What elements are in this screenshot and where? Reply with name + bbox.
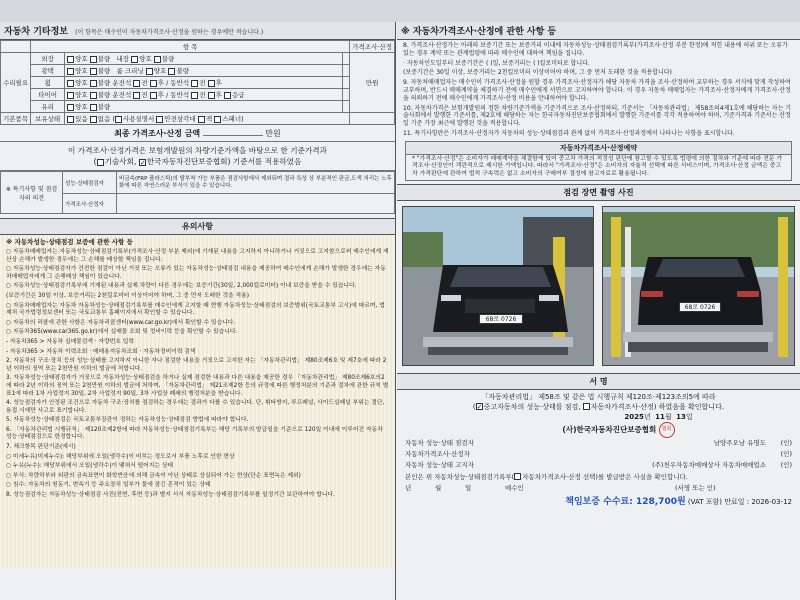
option-label: 불량 bbox=[97, 91, 111, 99]
blank-cell bbox=[342, 89, 350, 101]
buyer-sign: (서명 또는 인) bbox=[675, 483, 716, 492]
photo-title: 점검 장면 촬영 사진 bbox=[397, 184, 800, 201]
blank-cell bbox=[342, 101, 350, 113]
repair-group-label: 수리필요 bbox=[1, 53, 31, 113]
appraisal-note-item: 11. 특기사항란은 가격조사·산정자가 자동차의 성능·상태점검과 관계 없이 가격조사·산정과정에서 나타나는 사항을 표시합니다. bbox=[403, 129, 735, 137]
caution-item: ○ 자동차의 리콜에 관한 사항은 자동차리콜센터(www.car.go.kr)에서 확인할 수 있습니다. bbox=[6, 319, 236, 326]
caution-item: ○ 자동차매매업자는 자동차성능·상태점검기록부(가격조사·산정 부분 제외)에 기재된 내용을 고지하지 아니하거나 거짓으로 고지함으로써 매수인에게 재산상 손해가 발생한 경우에는 그 손해를 배상할 책임을 집니다. bbox=[6, 249, 389, 263]
checkbox[interactable] bbox=[67, 80, 74, 87]
row-options: 양호 불량 운전석 전 후 / 동반석 전 후 bbox=[65, 77, 343, 89]
signature-role: 자동차 성능·상태 점검자 bbox=[405, 438, 474, 447]
checkbox[interactable] bbox=[90, 92, 97, 99]
caution-item: ○ 자동차365(www.car365.go.kr)에서 실매물 조회 및 정비이력 등을 확인할 수 있습니다. bbox=[6, 329, 238, 336]
caution-header: ※ 자동차성능·상태점검 보증에 관한 사항 등 bbox=[6, 238, 133, 246]
row-label: 외장 bbox=[31, 53, 65, 65]
signature-mark[interactable]: (인) bbox=[780, 449, 792, 458]
caution-item: 3. 자동차성능·상태점검자가 거짓으로 자동차성능·상태점검을 하거나 실제 점검한 내용과 다른 내용을 제공한 경우 「자동차관리법」 제80조제6호의2에 따라 2년 이하의 징역 또는 2천만원 이하의 벌금에 처하며, 「자동차관리법」 제21조제2항 등의 규정에 따른 행정처분의 기준과 절차에 관한 규칙 별표1에 따라 1차 사업정지 30일, 2차 사업정지 90일, 3차 사업장 폐쇄의 행정처분을 받습니다. bbox=[6, 375, 389, 397]
signature-role: 자동차가격조사·산정자 bbox=[405, 449, 470, 458]
option-label: 불량 bbox=[97, 67, 111, 75]
final-price-row bbox=[0, 125, 395, 142]
checkbox-appraisal[interactable] bbox=[583, 403, 590, 410]
appraisal-reference-box bbox=[405, 141, 792, 181]
right-column bbox=[397, 22, 800, 600]
checkbox[interactable] bbox=[156, 116, 163, 123]
checkbox-receipt[interactable] bbox=[514, 473, 521, 480]
photo-area bbox=[397, 201, 800, 371]
caution-item: - 자동차365 > 자동차 실매물검색 · 자량번호 입력 bbox=[6, 338, 134, 345]
option-label: 운전석 bbox=[112, 91, 132, 99]
checkbox-inspection[interactable] bbox=[476, 403, 483, 410]
receipt-line-1: 본인은 위 자동차성능·상태점검기록부( bbox=[405, 472, 515, 481]
signature-line-2: (✓ 중고자동차의 성능·상태를 점검, 자동차가격조사·산정) 하였음을 확인합니다. bbox=[397, 402, 800, 412]
option-label: 불량 bbox=[97, 55, 111, 63]
price-appraisal-notes bbox=[397, 40, 800, 139]
rear-car-image bbox=[603, 207, 795, 366]
sign-month: 11 bbox=[655, 412, 665, 421]
appraiser-note[interactable] bbox=[117, 194, 395, 214]
option-label: 후 bbox=[157, 79, 164, 87]
checkbox[interactable] bbox=[191, 80, 198, 87]
option-label: 양호 bbox=[153, 67, 167, 75]
checkbox[interactable] bbox=[224, 92, 231, 99]
signature-row bbox=[405, 449, 792, 460]
sign-month-unit: 월 bbox=[664, 412, 672, 421]
receipt-statement bbox=[397, 471, 800, 483]
caution-item: ○ 침수: 자동차의 원동기, 변속기 등 주요장치 일부가 물에 잠긴 흔적이 있는 상태 bbox=[6, 482, 211, 489]
checkbox[interactable] bbox=[191, 92, 198, 99]
issuer-org: (사)한국자동차진단보증협회 bbox=[562, 424, 657, 434]
caution-item: ○ 자동차매매업자는 자동차 자동차성능·상태점검기록부를 매수인에게 고지할 때 현행 자동차성능·상태점검의 보증범위(국토교통부 고시)에 따르며, 법제처 국가법령정보센터 또는 국토교통부 홈페이지에서 확인할 수 있습니다. bbox=[6, 302, 385, 317]
row-options bbox=[65, 65, 343, 77]
signature-rows bbox=[397, 438, 800, 471]
checkbox[interactable] bbox=[133, 80, 140, 87]
final-price-label: 최종 가격조사·산정 금액 bbox=[114, 129, 201, 138]
option-label: 후 bbox=[215, 91, 222, 99]
option-label: 스패너 bbox=[222, 115, 242, 123]
sign-day-unit: 일 bbox=[685, 412, 693, 421]
checkbox-kadwa[interactable] bbox=[139, 159, 146, 166]
front-photo bbox=[402, 206, 594, 366]
buyer-month: 월 bbox=[435, 483, 442, 492]
checkbox[interactable] bbox=[214, 116, 221, 123]
checkbox[interactable] bbox=[198, 116, 205, 123]
signature-role: 자동차 성능·상태 고지자 bbox=[405, 460, 474, 469]
option-label: 응급 bbox=[231, 91, 245, 99]
option-label: 룸 크리닝 bbox=[116, 67, 144, 75]
unit-won: 만원 bbox=[350, 53, 395, 113]
appraisal-note-item: 10. 자동차가격은 보험개발원의 정한 차량기준가액을 기준가격으로 조사·산정하되, 기준서는 「자동차관리법」 제58조의4제1호에 해당하는 자는 기술사회에서 발행한 기준서를, 제2호에 해당하는 자는 한국자동차진단보증협회에서 발행한 기준서를 각각 적용하여야 하며, 기준가격과 기준서는 산정일 기준 가장 최근에 발행된 것을 적용합니다. bbox=[403, 104, 792, 128]
option-label: 전 bbox=[199, 91, 206, 99]
special-notes-label: ※ 특기사항 및 점검자의 의견 bbox=[1, 172, 63, 214]
basis-option-2: 한국자동차진단보증협회 bbox=[146, 157, 228, 166]
basis-statement bbox=[0, 142, 395, 171]
caution-item: ○ 자동차성능·상태점검기록부에 기재된 내용과 실제 차량이 다른 경우에는 보증기간(30일, 2,000킬로미터) 이내 보증을 받을 수 있습니다. bbox=[6, 283, 357, 290]
final-price-unit: 만원 bbox=[265, 129, 281, 138]
basis-line-1: 이 가격조사·산정가격은 보험개발원의 차량기준가액을 바탕으로 한 기준가격과 bbox=[68, 146, 327, 155]
row-sublabel: 보유상태 bbox=[31, 113, 65, 125]
blank-cell bbox=[342, 53, 350, 65]
rear-photo bbox=[602, 206, 795, 366]
appraisal-note-item: · 자동차인도일부터 보증기간은 ( )일, 보증거리는 ( )킬로미터로 합니다. bbox=[403, 59, 590, 67]
option-label: 불량 bbox=[97, 103, 111, 111]
option-label: 불량 bbox=[161, 55, 175, 63]
basis-option-1: 기술사회 bbox=[104, 157, 134, 166]
other-info-subtitle: (이 항목은 매수인이 자동차가격조사·산정을 원하는 경우에만 적습니다.) bbox=[75, 29, 264, 36]
signature-name: 남양주오남 유명도 bbox=[713, 438, 766, 447]
appraiser-label: 가격조사·산정자 bbox=[63, 194, 117, 214]
caution-item: 2. 자동차의 구조·장치 등의 성능·상태를 고지하지 아니한 자나 점검한 내용을 거짓으로 고지한 자는 「자동차관리법」 제80조제6호 및 제7호에 따라 2년 이하의 징역 또는 2천만원 이하의 벌금에 처합니다. bbox=[6, 358, 387, 372]
option-label: 전 bbox=[141, 91, 148, 99]
signature-option-2: 자동차가격조사·산정) 하였음을 확인합니다. bbox=[590, 402, 725, 411]
row-label: 타이어 bbox=[31, 89, 65, 101]
row-label: 기본품목 bbox=[1, 113, 31, 125]
signature-mark[interactable]: (인) bbox=[780, 460, 792, 469]
rear-license-plate: 68로 0726 bbox=[679, 302, 721, 312]
checkbox[interactable] bbox=[150, 80, 157, 87]
expiry-date: 만료일 : 2026-03-12 bbox=[724, 497, 792, 506]
checkbox[interactable] bbox=[208, 80, 215, 87]
caution-item: - 자동차365 > 자동차 이력조회 · 매매용자동차조회 · 자동차정비이력 검색 bbox=[6, 348, 196, 355]
option-label: 후 bbox=[157, 91, 164, 99]
guarantee-fee: 책임보증 수수료: 128,700원 bbox=[565, 496, 686, 507]
option-label: 양호 bbox=[75, 67, 88, 75]
option-label: 안전삼각대 bbox=[164, 115, 196, 123]
col-item-header: 항 목 bbox=[31, 41, 350, 53]
option-label: 양호 bbox=[139, 55, 152, 63]
final-price-field[interactable] bbox=[203, 135, 263, 136]
row-options: 있음 없음 ( 사용설명서 안전삼각대 잭 스패너) bbox=[65, 113, 350, 125]
checkbox[interactable] bbox=[67, 92, 74, 99]
sign-year-unit: 년 bbox=[643, 412, 651, 421]
basis-line-2: ( 기술사회, ✓한국자동차진단보증협회) 기준서를 적용하였음 bbox=[0, 156, 395, 167]
checkbox-tech-society[interactable] bbox=[97, 159, 104, 166]
issuer-seal-icon: 협회 bbox=[659, 422, 675, 438]
signature-line-1: 「자동차관리법」 제58조 및 같은 법 시행규칙 제120조·제123조의5에 따라 bbox=[481, 392, 716, 401]
appraisal-reference-title: 자동차가격조사·산정예약 bbox=[406, 142, 791, 155]
checkbox[interactable] bbox=[146, 68, 153, 75]
basis-line-2-end: ) 기준서를 적용하였음 bbox=[227, 157, 302, 166]
front-license-plate: 68로 0726 bbox=[479, 314, 523, 324]
buyer-day: 일 bbox=[465, 483, 472, 492]
row-label: 유리 bbox=[31, 101, 65, 113]
fee-row bbox=[397, 493, 800, 508]
option-label: 전 bbox=[141, 79, 148, 87]
checkbox[interactable] bbox=[90, 80, 97, 87]
caution-item: 4. 성능점검자가 안정된 조건으로 자동차 구조·장치를 점검하는 경우에는 결과가 다를 수 있습니다. 단, 휘타방지, 루프패널, 사이드실패널 부위는 절단, 용접 시에만 사고로 표기합니다. bbox=[6, 400, 385, 414]
option-label: 내장 bbox=[116, 55, 130, 63]
other-info-title bbox=[0, 22, 395, 40]
option-label: 양호 bbox=[75, 103, 88, 111]
blank-cell bbox=[342, 77, 350, 89]
option-label: 양호 bbox=[75, 79, 88, 87]
checkbox[interactable] bbox=[115, 116, 122, 123]
checkbox[interactable] bbox=[67, 104, 74, 111]
inspector-note: 비금속(FRP 플라스틱)의 탈부착 가능 부품은 점검사항에서 제외되며 결과 특성 상 부분적인 판금,도색 처리는 노후화에 따른 자연스러운 부식이 있을 수 있습니다. bbox=[117, 172, 395, 194]
option-label: 동반석 bbox=[170, 91, 190, 99]
left-column bbox=[0, 22, 396, 600]
row-options: 양호 불량 운전석 전 후 / 동반석 전 후 응급 bbox=[65, 89, 343, 101]
buyer-label: 매수인 bbox=[505, 483, 524, 492]
appraisal-reference-text: * "가격조사·산정"은 소비자가 매매계약을 체결함에 있어 중고차 가격의 적정성 판단에 참고할 수 있도록 법령에 의한 절차와 기준에 따라 전문 가격조사·산정인이 객관적으로 제시한 가액입니다. 따라서 "가격조사·산정"은 소비자의 자율적 선택에 따른 서비스이며, 가격조사·산정 금액은 중고차 가격판단에 관하여 법적 구속력은 없고 소비자의 구매여부 결정에 참고자료로 활용됩니다. bbox=[412, 155, 783, 177]
option-label: 사용설명서 bbox=[122, 115, 155, 123]
row-options bbox=[65, 53, 343, 65]
inspector-label: 성능·상태점검자 bbox=[63, 172, 117, 194]
option-label: 잭 bbox=[205, 115, 213, 123]
other-info-table bbox=[0, 40, 395, 125]
option-label: 불량 bbox=[97, 79, 111, 87]
option-label: 있음 bbox=[75, 115, 88, 123]
option-label: 없음 bbox=[97, 115, 111, 123]
sign-day: 13 bbox=[676, 412, 686, 421]
checkbox[interactable] bbox=[168, 68, 175, 75]
receipt-line-2: 자동차가격조사·산정 선택)를 발급받은 사실을 확인합니다. bbox=[522, 472, 688, 481]
option-label: 운전석 bbox=[112, 79, 132, 87]
signature-date bbox=[397, 412, 800, 422]
checkbox[interactable] bbox=[131, 56, 138, 63]
checkbox[interactable] bbox=[90, 116, 97, 123]
col-appraisal-header: 가격조사·산정 bbox=[350, 41, 395, 53]
issuer-line bbox=[397, 422, 800, 438]
signature-row bbox=[405, 438, 792, 449]
signature-name: (주)천우자동차매매상사 자동차매매업소 bbox=[652, 460, 766, 469]
caution-item: ○ 자동차성능·상태점검자가 건전한 점검이 아닌 거짓 또는 오류가 있는 자동차성능·상태점검 내용을 제공하여 매수인에게 손해가 발생한 경우에는 자동차매매업자에게 그 손해배상 책임이 있습니다. bbox=[6, 266, 386, 280]
checkbox[interactable] bbox=[67, 56, 74, 63]
checkbox[interactable] bbox=[150, 92, 157, 99]
caution-item: (보증기간은 30일 이상, 보증거리는 2천킬로미터 이상이어야 하며, 그 중 먼저 도래한 것을 적용) bbox=[6, 292, 249, 299]
front-car-image bbox=[403, 207, 594, 366]
buyer-year: 년 bbox=[405, 483, 412, 492]
signature-name bbox=[555, 449, 766, 460]
blank-cell bbox=[1, 41, 31, 53]
signature-row bbox=[405, 460, 792, 471]
option-label: 불량 bbox=[176, 67, 189, 75]
option-label: 전 bbox=[199, 79, 206, 87]
buyer-row bbox=[397, 483, 800, 493]
appraisal-note-item: 8. 가격조사·산정가는 아래의 보증기간 또는 보증거리 이내에 자동차성능·상태점검기록부(가격조사·산정 부분 한정)에 적힌 내용에 허위 또는 오류가 있는 경우 계약 또는 관계법령에 따라 매수인에 대하여 책임을 집니다. bbox=[403, 42, 788, 57]
caution-title: 유의사항 bbox=[0, 218, 395, 235]
signature-title: 서 명 bbox=[397, 373, 800, 390]
checkbox[interactable] bbox=[90, 104, 97, 111]
caution-list bbox=[0, 248, 395, 501]
checkbox[interactable] bbox=[67, 68, 74, 75]
signature-mark[interactable]: (인) bbox=[780, 438, 792, 447]
caution-item: 7. 체크항목 판단기준(예시) bbox=[6, 444, 76, 451]
row-label: 광택 bbox=[31, 65, 65, 77]
other-info-title-text: 자동차 기타정보 bbox=[4, 27, 68, 37]
option-label: 후 bbox=[215, 79, 222, 87]
checkbox[interactable] bbox=[133, 92, 140, 99]
price-appraisal-header: ※ 자동차가격조사·산정에 관한 사항 등 bbox=[397, 22, 800, 40]
checkbox[interactable] bbox=[90, 68, 97, 75]
blank-cell bbox=[342, 65, 350, 77]
blank-cell bbox=[350, 113, 395, 125]
caution-item: 8. 성능점검자는 자동차성능·상태점검 사진(전면, 후면 등)과 별지 서식 자동차성능·상태점검기록부를 일정기간 보관하여야 합니다. bbox=[6, 492, 335, 499]
caution-item: ○ 부식: 차량하부와 외판의 금속표면이 화학반응에 의해 금속이 아닌 상태로 상실되어 가는 현상(단순 표면녹은 제외) bbox=[6, 472, 301, 479]
guarantee-fee-note: (VAT 포함) bbox=[687, 497, 722, 506]
row-label: 휠 bbox=[31, 77, 65, 89]
signature-option-1: 중고자동차의 성능·상태를 점검, bbox=[483, 402, 581, 411]
signature-statement bbox=[397, 390, 800, 438]
option-label: 동반석 bbox=[170, 79, 190, 87]
option-label: 양호 bbox=[75, 55, 88, 63]
row-options bbox=[65, 101, 343, 113]
checkbox[interactable] bbox=[154, 56, 161, 63]
special-notes-table bbox=[0, 171, 395, 214]
caution-body bbox=[0, 235, 395, 568]
top-edge bbox=[0, 0, 800, 22]
checkbox[interactable] bbox=[67, 116, 74, 123]
checkbox[interactable] bbox=[90, 56, 97, 63]
caution-item: ○ 미세누유(미세누수): 해당부위에 오일(냉각수)이 비치는 정도로서 부품 노후로 인한 현상 bbox=[6, 453, 235, 460]
appraisal-note-item: (보증기간은 30일 이상, 보증거리는 2천킬로미터 이상이어야 하며, 그 중 먼저 도래한 것을 적용합니다) bbox=[403, 69, 672, 77]
caution-item: ○ 누유(누수): 해당부위에서 오일(냉각수)이 맺혀서 떨어지는 상태 bbox=[6, 463, 174, 470]
checkbox[interactable] bbox=[208, 92, 215, 99]
appraisal-note-item: 9. 자동차매매업자는 매수인이 가격조사·산정을 원할 경우 가격조사·산정자가 해당 자동차 가격을 조사·산정하여 교부하는 경우 서식에 맞게 작성하여 교부하며, 반드시 매매계약을 체결하기 전에 매수인에게 서면으로 고지하여야 합니다. 이 경우 자동차 매매업자는 가격조사·산정자에게 가격조사·산정을 의뢰하기 전에 매수인에게 가격조사·산정 비용을 안내하여야 합니다. bbox=[403, 79, 791, 102]
caution-item: 5. 자동차성능·상태점검은 국토교통부장관이 정하는 자동차성능·상태점검 방법에 따라야 합니다. bbox=[6, 417, 249, 424]
caution-item: 6. 「자동차관리법 시행규칙」 제120조제2항에 따라 자동차성능·상태점검기록부는 해당 기록부의 발급일을 기준으로 120일 이내에 이루어진 자동차 성능·상태점검으로 한정합니다. bbox=[6, 426, 383, 441]
option-label: 양호 bbox=[75, 91, 88, 99]
sign-year: 2025 bbox=[624, 412, 644, 421]
